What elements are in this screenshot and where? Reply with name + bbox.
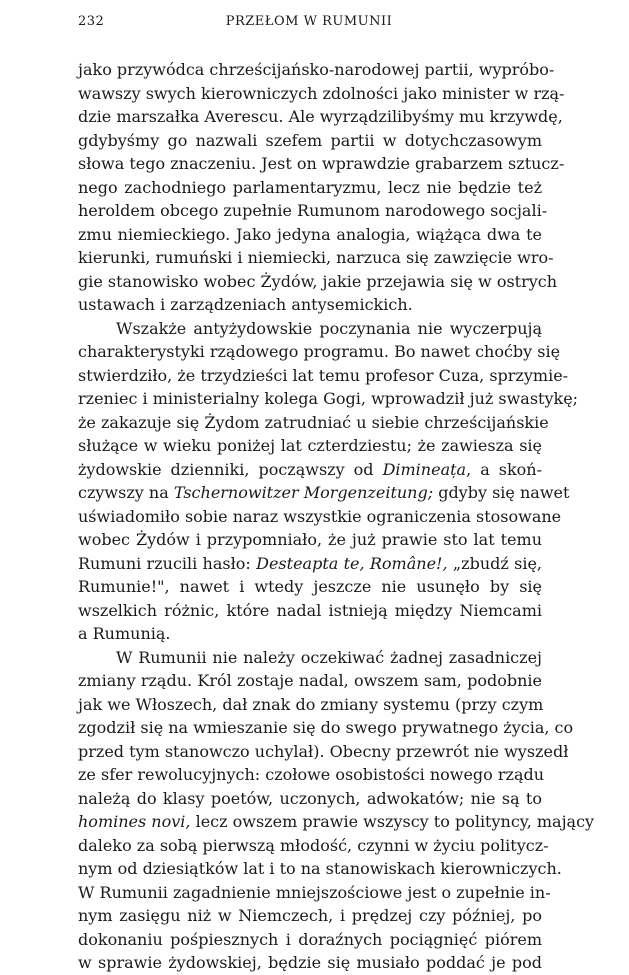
text-line: Rumunie!", nawet i wtedy jeszcze nie usunęło by się — [78, 577, 542, 596]
text-line: zmiany rządu. Król zostaje nadal, owszem sam, podobnie — [78, 671, 542, 690]
paragraph — [78, 317, 579, 646]
body-text — [78, 58, 595, 975]
text-line: gie stanowisko wobec Żydów, jakie przejawia się w ostrych — [78, 271, 558, 291]
text-line: ustawach i zarządzeniach antysemickich. — [78, 295, 413, 314]
text-line: a Rumunią. — [78, 624, 171, 643]
text-line: dokonaniu pośpiesznych i doraźnych pociągnięć piórem — [78, 929, 542, 949]
text-line: Wszakże antyżydowskie poczynania nie wyczerpują — [116, 318, 542, 338]
text-line: zmu niemieckiego. Jako jedyna analogia, wiążąca dwa te — [78, 224, 542, 244]
text-line: W Rumunii zagadnienie mniejszościowe jest o zupełnie in- — [78, 882, 551, 902]
text-line: czywszy na Tschernowitzer Morgenzeitung; gdyby się nawet — [78, 483, 570, 502]
text-line: rzeniec i ministerialny kolega Gogi, wprowadził już swastykę; — [78, 389, 579, 408]
text-line: dzie marszałka Averescu. Ale wyrządzilibyśmy mu krzywdę, — [78, 107, 563, 126]
text-line: słowa tego znaczeniu. Jest on wprawdzie grabarzem sztucz- — [78, 154, 565, 173]
text-line: nym od dziesiątków lat i to na stanowiskach kierowniczych. — [78, 859, 562, 878]
text-line: daleko za sobą pierwszą młodość, czynni w życiu politycz- — [78, 835, 549, 855]
text-line: w sprawie żydowskiej, będzie się musiało poddać je pod — [78, 953, 542, 972]
text-line: wszelkich różnic, które nadal istnieją między Niemcami — [78, 600, 542, 620]
text-line: gdybyśmy go nazwali szefem partii w dotychczasowym — [78, 130, 542, 150]
text-line: jako przywódca chrześcijańsko-narodowej partii, wypróbo- — [78, 60, 555, 79]
text-line: przed tym stanowczo uchylał). Obecny przewrót nie wyszedł — [78, 741, 569, 761]
page-number: 232 — [78, 14, 105, 29]
text-line: kierunki, rumuński i niemiecki, narzuca się zawzięcie wro- — [78, 248, 554, 267]
text-line: W Rumunii nie należy oczekiwać żadnej zasadniczej — [116, 647, 542, 667]
paragraph — [78, 646, 595, 975]
page-header — [78, 14, 540, 36]
text-line: należą do klasy poetów, uczonych, adwokatów; nie są to — [78, 788, 542, 808]
text-line: charakterystyki rządowego programu. Bo nawet choćby się — [78, 342, 561, 361]
text-line: nego zachodniego parlamentaryzmu, lecz nie będzie też — [78, 177, 542, 197]
text-line: Rumuni rzucili hasło: Desteapta te, Române!, „zbudź się, — [78, 553, 542, 573]
text-line: wobec Żydów i przypomniało, że już prawie sto lat temu — [78, 530, 542, 549]
text-line: heroldem obcego zupełnie Rumunom narodowego socjali- — [78, 201, 548, 220]
text-line: służące w wieku poniżej lat czterdziestu; że zawiesza się — [78, 436, 542, 455]
running-head: PRZEŁOM W RUMUNII — [225, 14, 393, 29]
text-line: że zakazuje się Żydom zatrudniać u siebie chrześcijańskie — [78, 412, 549, 432]
paragraph — [78, 58, 565, 317]
text-line: ze sfer rewolucyjnych: czołowe osobistości nowego rządu — [78, 765, 545, 784]
text-line: uświadomiło sobie naraz wszystkie ograniczenia stosowane — [78, 506, 562, 526]
text-line: zgodził się na wmieszanie się do swego prywatnego życia, co — [78, 718, 574, 737]
text-line: żydowskie dzienniki, począwszy od Dimineața, a skoń- — [78, 459, 542, 479]
text-line: homines novi, lecz owszem prawie wszyscy to polityncy, mający — [78, 812, 595, 831]
text-line: jak we Włoszech, dał znak do zmiany systemu (przy czym — [78, 694, 544, 714]
text-line: nym zasięgu niż w Niemczech, i prędzej czy później, po — [78, 906, 542, 925]
text-line: stwierdziło, że trzydzieści lat temu profesor Cuza, sprzymie- — [78, 365, 569, 385]
text-line: wawszy swych kierowniczych zdolności jako minister w rzą- — [78, 83, 565, 103]
